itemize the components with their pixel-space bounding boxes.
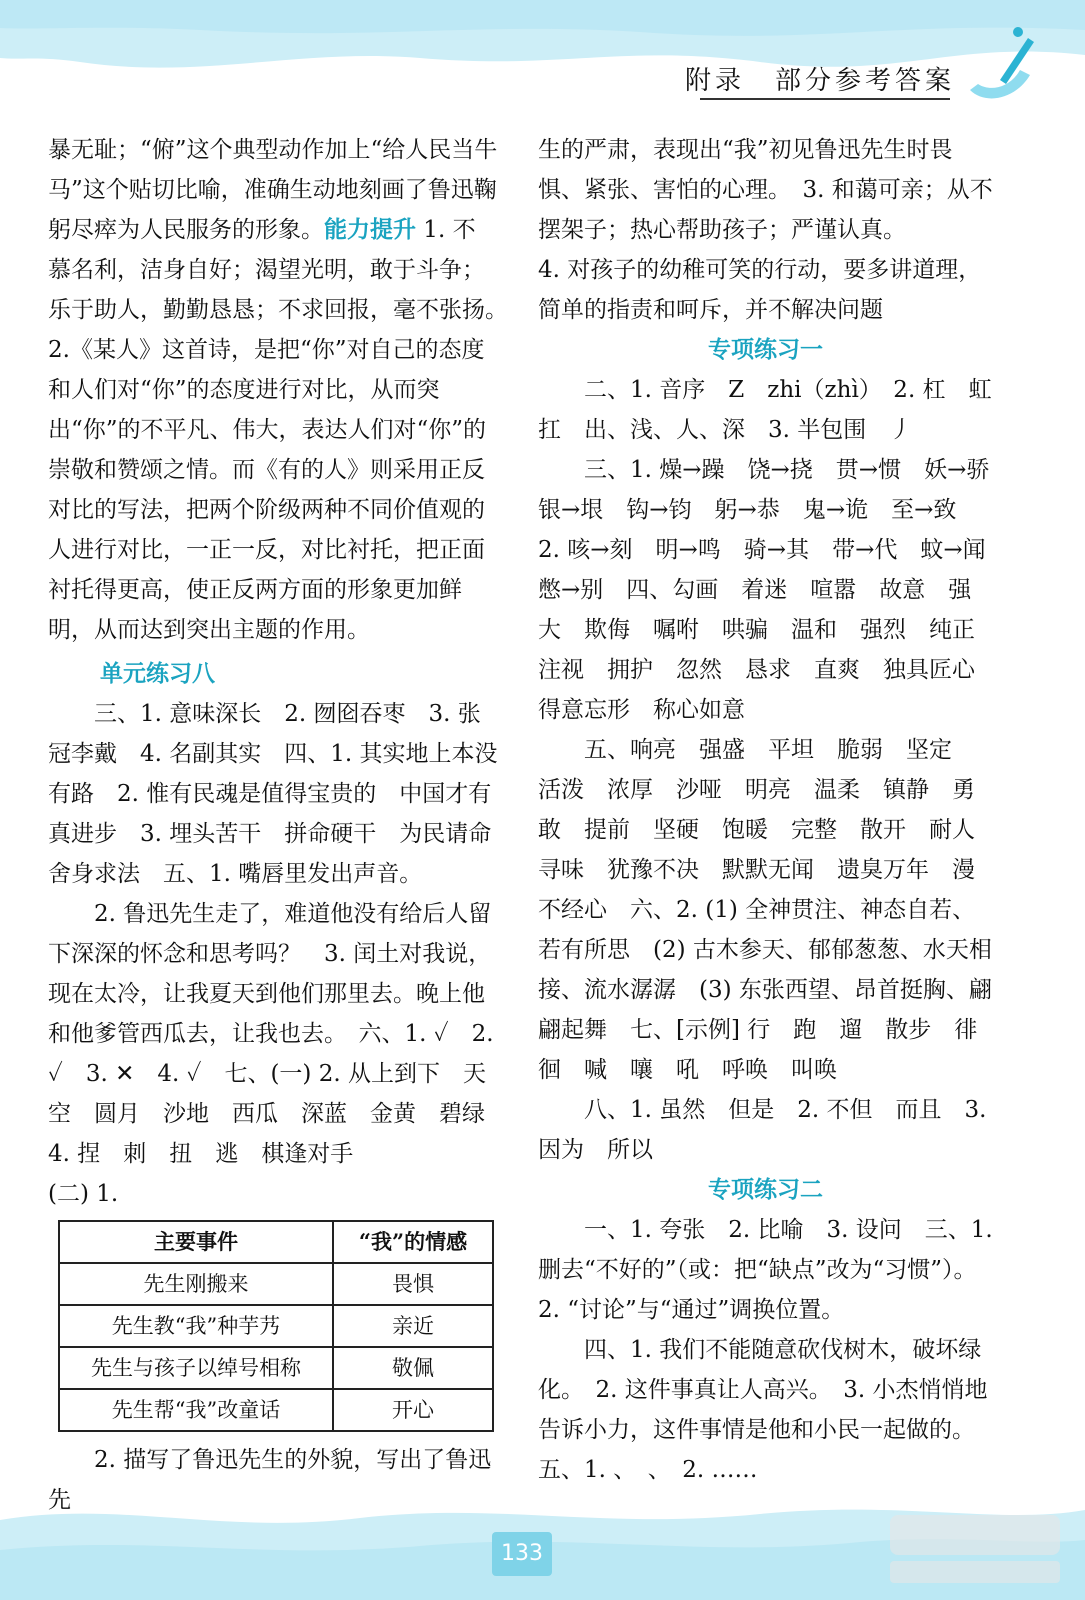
left-paragraph-5: 2. 描写了鲁迅先生的外貌，写出了鲁迅先	[48, 1447, 492, 1513]
left-paragraph-1	[48, 130, 520, 650]
table-header-cell: “我”的情感	[333, 1221, 493, 1263]
right-paragraph-8: 四、1. 我们不能随意砍伐树木，破坏绿化。 2. 这件事真让人高兴。 3. 小杰悄悄地告诉小力，这件事情是他和小民一起做的。 五、1. 、 、 2. ……	[538, 1337, 988, 1483]
paragraph-text: 1. 不慕名利，洁身自好；渴望光明，敢于斗争；乐于助人，勤勤恳恳；不求回报，毫不张扬。 2.《某人》这首诗，是把“你”对自己的态度和人们对“你”的态度进行对比，从而突出“你”的不平凡、伟大，表达人们对“你”的崇敬和赞颂之情。而《有的人》则采用正反对比的写法，把两个阶级两种不同价值观的人进行对比，一正一反，对比衬托，把正面衬托得更高，使正反两方面的形象更加鲜明，从而达到突出主题的作用。	[48, 217, 520, 643]
right-paragraph-4: 三、1. 燥→躁 饶→挠 贯→惯 妖→骄 银→垠 钩→钧 躬→恭 鬼→诡 至→致 2. 咳→刻 明→鸣 骑→其 带→代 蚊→闻 憋→别 四、勾画 着迷 喧嚣 故意 强大 欺侮 嘱咐 哄骗 温和 强烈 纯正 注视 拥护 忽然 恳求 直爽 独具匠心 得意忘形 称心如意	[538, 457, 1013, 723]
left-paragraph-2: 三、1. 意味深长 2. 囫囵吞枣 3. 张冠李戴 4. 名副其实 四、1. 其实地上本没有路 2. 惟有民魂是值得宝贵的 中国才有真进步 3. 埋头苦干 拼命硬干 为民请命 舍身求法 五、1. 嘴唇里发出声音。	[48, 701, 515, 887]
left-column	[48, 130, 520, 1520]
table-cell: 先生教“我”种芋艿	[59, 1305, 333, 1347]
section-title-special-1: 专项练习一	[708, 336, 823, 363]
right-paragraph-1: 生的严肃，表现出“我”初见鲁迅先生时畏惧、紧张、害怕的心理。 3. 和蔼可亲；从不摆架子；热心帮助孩子；严谨认真。	[538, 137, 993, 243]
events-emotion-table	[58, 1220, 494, 1432]
pen-mark-icon	[960, 20, 1050, 110]
table-row	[59, 1389, 493, 1431]
table-row	[59, 1263, 493, 1305]
table-header-row	[59, 1221, 493, 1263]
watermark-logo-icon	[880, 1505, 1070, 1590]
table-cell: 先生与孩子以绰号相称	[59, 1347, 333, 1389]
table-cell: 先生刚搬来	[59, 1263, 333, 1305]
right-paragraph-7: 一、1. 夸张 2. 比喻 3. 设问 三、1. 删去“不好的”（或：把“缺点”改为“习惯”）。 2. “讨论”与“通过”调换位置。	[538, 1217, 993, 1323]
right-paragraph-3: 二、1. 音序 Z zhi（zhì） 2. 杠 虹 扛 出、浅、人、深 3. 半包围 丿	[538, 377, 1015, 443]
right-paragraph-6: 八、1. 虽然 但是 2. 不但 而且 3. 因为 所以	[538, 1097, 987, 1163]
header-rule	[700, 98, 950, 100]
section-title-unit-8: 单元练习八	[100, 660, 215, 687]
table-row	[59, 1305, 493, 1347]
table-cell: 敬佩	[333, 1347, 493, 1389]
right-column	[538, 130, 1015, 1490]
table-cell: 畏惧	[333, 1263, 493, 1305]
section-title-special-2: 专项练习二	[708, 1176, 823, 1203]
right-paragraph-2: 4. 对孩子的幼稚可笑的行动，要多讲道理，简单的指责和呵斥，并不解决问题	[538, 257, 982, 323]
left-paragraph-3: 2. 鲁迅先生走了，难道他没有给后人留下深深的怀念和思考吗？ 3. 闰土对我说，现在太冷，让我夏天到他们那里去。晚上他和他爹管西瓜去，让我也去。 六、1. ✓ 2. ✓ 3. ✕ 4. ✓ 七、(一) 2. 从上到下 天空 圆月 沙地 西瓜 深蓝 金黄 碧绿 4. 捏 刺 扭 逃 棋逢对手	[48, 901, 508, 1167]
table-header-cell: 主要事件	[59, 1221, 333, 1263]
paragraph-text: 暴无耻；“俯”这个典型动作加上“给人民当牛马”这个贴切比喻，准确生动地刻画了鲁迅鞠躬尽瘁为人民服务的形象。	[48, 137, 498, 243]
left-paragraph-4: (二) 1.	[48, 1181, 119, 1207]
table-cell: 亲近	[333, 1305, 493, 1347]
page-header: 附录 部分参考答案	[684, 66, 955, 96]
table-cell: 先生帮“我”改童话	[59, 1389, 333, 1431]
table-row	[59, 1347, 493, 1389]
page-number: 133	[492, 1532, 552, 1576]
ability-improve-heading: 能力提升	[324, 216, 416, 243]
right-paragraph-5: 五、响亮 强盛 平坦 脆弱 坚定 活泼 浓厚 沙哑 明亮 温柔 镇静 勇敢 提前 坚硬 饱暖 完整 散开 耐人寻味 犹豫不决 默默无闻 遗臭万年 漫不经心 六、2. (1) 全神贯注、神态自若、若有所思 (2) 古木参天、郁郁葱葱、水天相接、流水潺潺 (3) 东张西望、昂首挺胸、翩翩起舞 七、[示例] 行 跑 遛 散步 徘徊 喊 嚷 吼 呼唤 叫唤	[538, 737, 992, 1083]
table-cell: 开心	[333, 1389, 493, 1431]
